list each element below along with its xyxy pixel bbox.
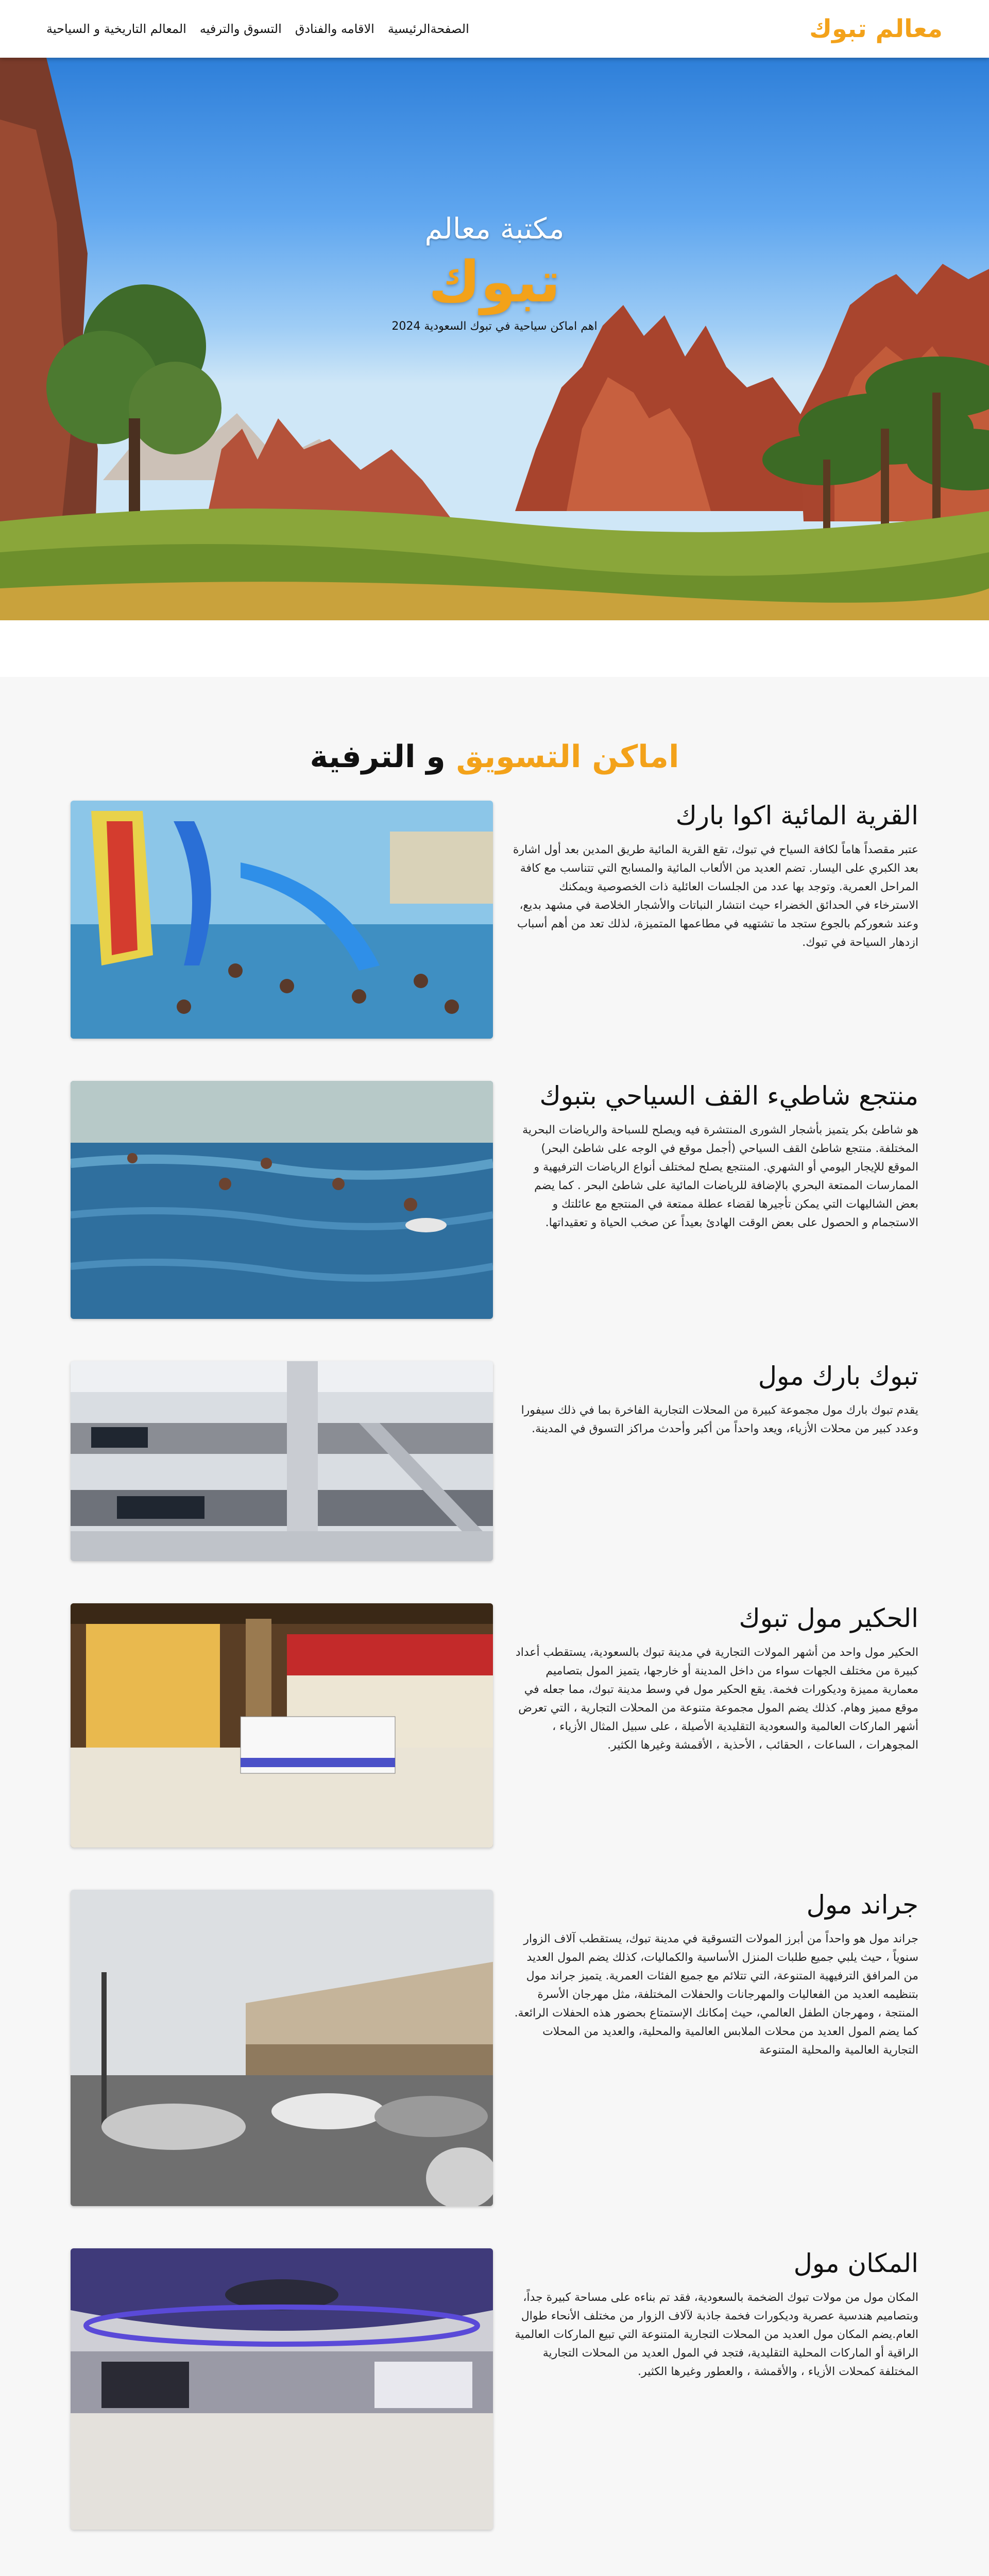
place-text (511, 1361, 918, 1561)
place-description: المكان مول من مولات تبوك الضخمة بالسعودية، فقد تم بناءه على مساحة كبيرة جداً، وبتصاميم هندسية عصرية وديكورات فخمة جاذبة لآلاف الزوار من مختلف الأنحاء طوال العام.يضم المكان مول العديد من المحلات التجارية المتنوعة التي تبيع الماركات العالمية الراقية أو الماركات المحلية التقليدية، فتجد في المول العديد من المحلات التجارية المختلفة كمحلات الأزياء ، والأقمشة ، والعطور وغيرها الكثير. (515, 2291, 918, 2378)
nav-link-home[interactable]: الصفحةالرئيسية (387, 22, 469, 36)
place-title: الحكير مول تبوك (739, 1603, 918, 1633)
place-card (70, 2248, 919, 2530)
place-title: تبوك بارك مول (758, 1361, 918, 1391)
place-text (511, 2248, 918, 2530)
nav-links (46, 22, 469, 36)
place-text (511, 1890, 918, 2206)
place-description: جراند مول هو واحداً من أبرز المولات التسوقية في مدينة تبوك، يستقطب آلاف الزوار سنوياً ، حيث يلبي جميع طلبات المنزل الأساسية والكماليات، كذلك يضم المول العديد من المرافق الترفيهية المتنوعة، التي تتلائم مع جميع الفئات العمرية. يتميز جراند مول بتنظيمه العديد من الفعاليات والمهرجانات والحفلات المختلفة، مثل مهرجان الأسرة المنتجة ، ومهرجان الطفل العالمي، حيث إمكانك الإستمتاع بحضور هذه الحفلات الرائعة. كما يضم المول العديد من محلات الملابس العالمية والمحلية، والعديد من المحلات التجارية العالمية والمحلية المتنوعة (514, 1933, 918, 2057)
nav-link-landmarks[interactable]: المعالم التاريخية و السياحية (46, 22, 186, 36)
place-description: الحكير مول واحد من أشهر المولات التجارية في مدينة تبوك بالسعودية، يستقطب أعداد كبيرة من مختلف الجهات سواء من داخل المدينة أو خارجها، يتميز المول بتصاميم معمارية مميزة وديكورات فخمة. يقع الحكير مول في وسط مدينة تبوك، مما جعله في موقع مميز وهام. كذلك يضم المول مجموعة متنوعة من المحلات التجارية ، التي تعرض أشهر الماركات العالمية والسعودية التقليدية الأصيلة ، على سبيل المثال الأزياء ، المجوهرات ، الساعات ، الحقائب ، الأحذية ، الأقمشة وغيرها الكثير. (515, 1646, 918, 1752)
place-text (511, 801, 918, 1039)
section-title (0, 739, 989, 775)
place-title: القرية المائية اكوا بارك (675, 801, 918, 831)
place-card (70, 801, 919, 1039)
hero-text (0, 212, 989, 333)
place-image (71, 801, 493, 1039)
place-card (70, 1890, 919, 2206)
hero-subtitle: اهم اماكن سياحية في تبوك السعودية 2024 (391, 320, 598, 333)
place-card (70, 1081, 919, 1319)
section-gap (0, 620, 989, 677)
hero-banner (0, 58, 989, 620)
place-description: هو شاطئ بكر يتميز بأشجار الشورى المنتشرة فيه ويصلح للسباحة والرياضات البحرية المختلفة. منتجع شاطئ القف السياحي (أجمل موقع في الوجه على شاطئ البحر) الموقع للإيجار اليومي أو الشهري. المنتجع يصلح لمختلف أنواع الرياضات الترفيهية و الممارسات الممتعة البحري بالإضافة للرياضات المائية على شاطئ البحر . كما يضم بعض الشاليهات التي يمكن تأجيرها لقضاء عطلة ممتعة في المنتجع مع عائلتك و الاستجمام و الحصول على بعض الوقت الهادئ بعيداً عن صخب الحياة و تعقيداتها. (522, 1124, 918, 1229)
place-title: المكان مول (793, 2248, 918, 2278)
place-image (71, 1603, 493, 1848)
place-card (70, 1361, 919, 1561)
place-text (511, 1081, 918, 1319)
navbar (0, 0, 989, 58)
place-card (70, 1603, 919, 1848)
nav-link-hotels[interactable]: الاقامه والفنادق (295, 22, 374, 36)
hero-big-title: تبوك (429, 249, 560, 315)
section-title-rest: و الترفية (310, 739, 456, 775)
place-image (71, 1081, 493, 1319)
section-title-highlight: اماكن التسويق (456, 739, 679, 775)
place-image (71, 2248, 493, 2530)
place-description: يقدم تبوك بارك مول مجموعة كبيرة من المحلات التجارية الفاخرة بما في ذلك سيفورا وعدد كبير من محلات الأزياء، ويعد واحداً من أكبر وأحدث مراكز التسوق في المدينة. (521, 1404, 918, 1435)
nav-link-shopping[interactable]: التسوق والترفيه (199, 22, 282, 36)
shopping-section (0, 677, 989, 2576)
site-brand[interactable]: معالم تبوك (809, 14, 943, 43)
hero-small-title: مكتبة معالم (424, 212, 565, 246)
place-title: منتجع شاطيء القف السياحي بتبوك (539, 1081, 918, 1111)
place-image (71, 1890, 493, 2206)
place-text (511, 1603, 918, 1848)
hero-landscape-image (0, 58, 989, 620)
place-image (71, 1361, 493, 1561)
place-description: عتبر مقصداً هاماً لكافة السياح في تبوك، تقع القرية المائية طريق المدين بعد أول اشارة بعد الكبري على اليسار. تضم العديد من الألعاب المائية والمسابح التي تتناسب مع كافة المراحل العمرية. وتوجد بها عدد من الجلسات العائلية ذات الخصوصية ويمكنك الاسترخاء في الحدائق الخضراء حيث انتشار النباتات والأشجار الخلاصة في مشهد بديع، وعند شعوركم بالجوع ستجد ما تشتهيه في مطاعمها المتميزة، لذلك تعد من أهم أسباب ازدهار السياحة في تبوك. (513, 843, 918, 949)
place-title: جراند مول (806, 1890, 918, 1920)
